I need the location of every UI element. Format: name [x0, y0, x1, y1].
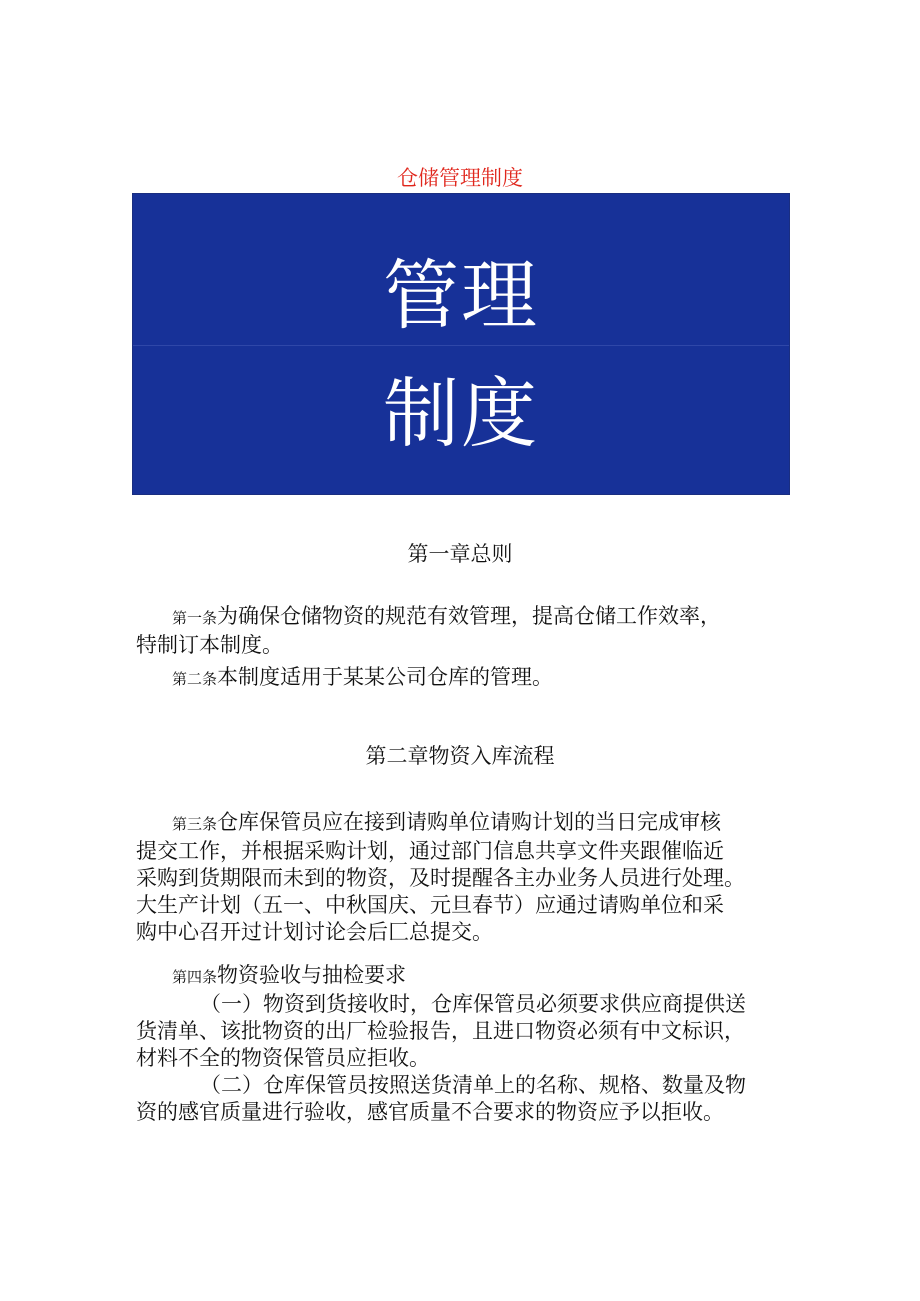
cover-title-line-1: 管理 [383, 251, 539, 340]
cover-banner [132, 193, 790, 495]
article-2 [136, 664, 796, 693]
article-2-number: 第二条 [172, 670, 218, 688]
chapter-2-title: 第二章物资入库流程 [365, 744, 555, 768]
article-3-line-3: 采购到货期限而未到的物资，及时提醒各主办业务人员进行处理。 [136, 866, 745, 890]
article-3-line-1: 仓库保管员应在接到请购单位请购计划的当日完成审核 [217, 810, 722, 834]
cover-divider [133, 345, 789, 346]
article-4-number: 第四条 [172, 968, 218, 986]
article-3 [136, 809, 796, 946]
article-3-number: 第三条 [172, 815, 218, 833]
article-2-text: 本制度适用于某某公司仓库的管理。 [217, 665, 554, 689]
article-4-item-1-line-3: 材料不全的物资保管员应拒收。 [136, 1046, 430, 1070]
article-4-item-2-line-2: 资的感官质量进行验收，感官质量不合要求的物资应予以拒收。 [136, 1100, 724, 1124]
article-4-item-1-line-1: （一）物资到货接收时，仓库保管员必须要求供应商提供送 [200, 992, 746, 1016]
article-3-line-5: 购中心召开过计划讨论会后匚总提交。 [136, 920, 493, 944]
chapter-1-title: 第一章总则 [407, 542, 513, 566]
article-4-item-1-line-2: 货清单、该批物资的出厂检验报告，且进口物资必须有中文标识， [136, 1019, 745, 1043]
cover-title-line-2: 制度 [383, 369, 539, 458]
document-title: 仓储管理制度 [397, 166, 523, 190]
article-3-line-4: 大生产计划（五一、中秋国庆、元旦春节）应通过请购单位和采 [136, 893, 724, 917]
article-1-number: 第一条 [172, 609, 218, 627]
article-4-item-2-line-1: （二）仓库保管员按照送货清单上的名称、规格、数量及物 [200, 1073, 746, 1097]
article-4 [136, 962, 796, 1126]
article-1-line-2: 特制订本制度。 [136, 633, 283, 657]
article-1 [136, 603, 796, 659]
article-4-heading: 物资验收与抽检要求 [217, 963, 407, 987]
article-3-line-2: 提交工作，并根据采购计划，通过部门信息共享文件夹跟催临近 [136, 839, 724, 863]
article-1-line-1: 为确保仓储物资的规范有效管理，提高仓储工作效率， [217, 604, 722, 628]
